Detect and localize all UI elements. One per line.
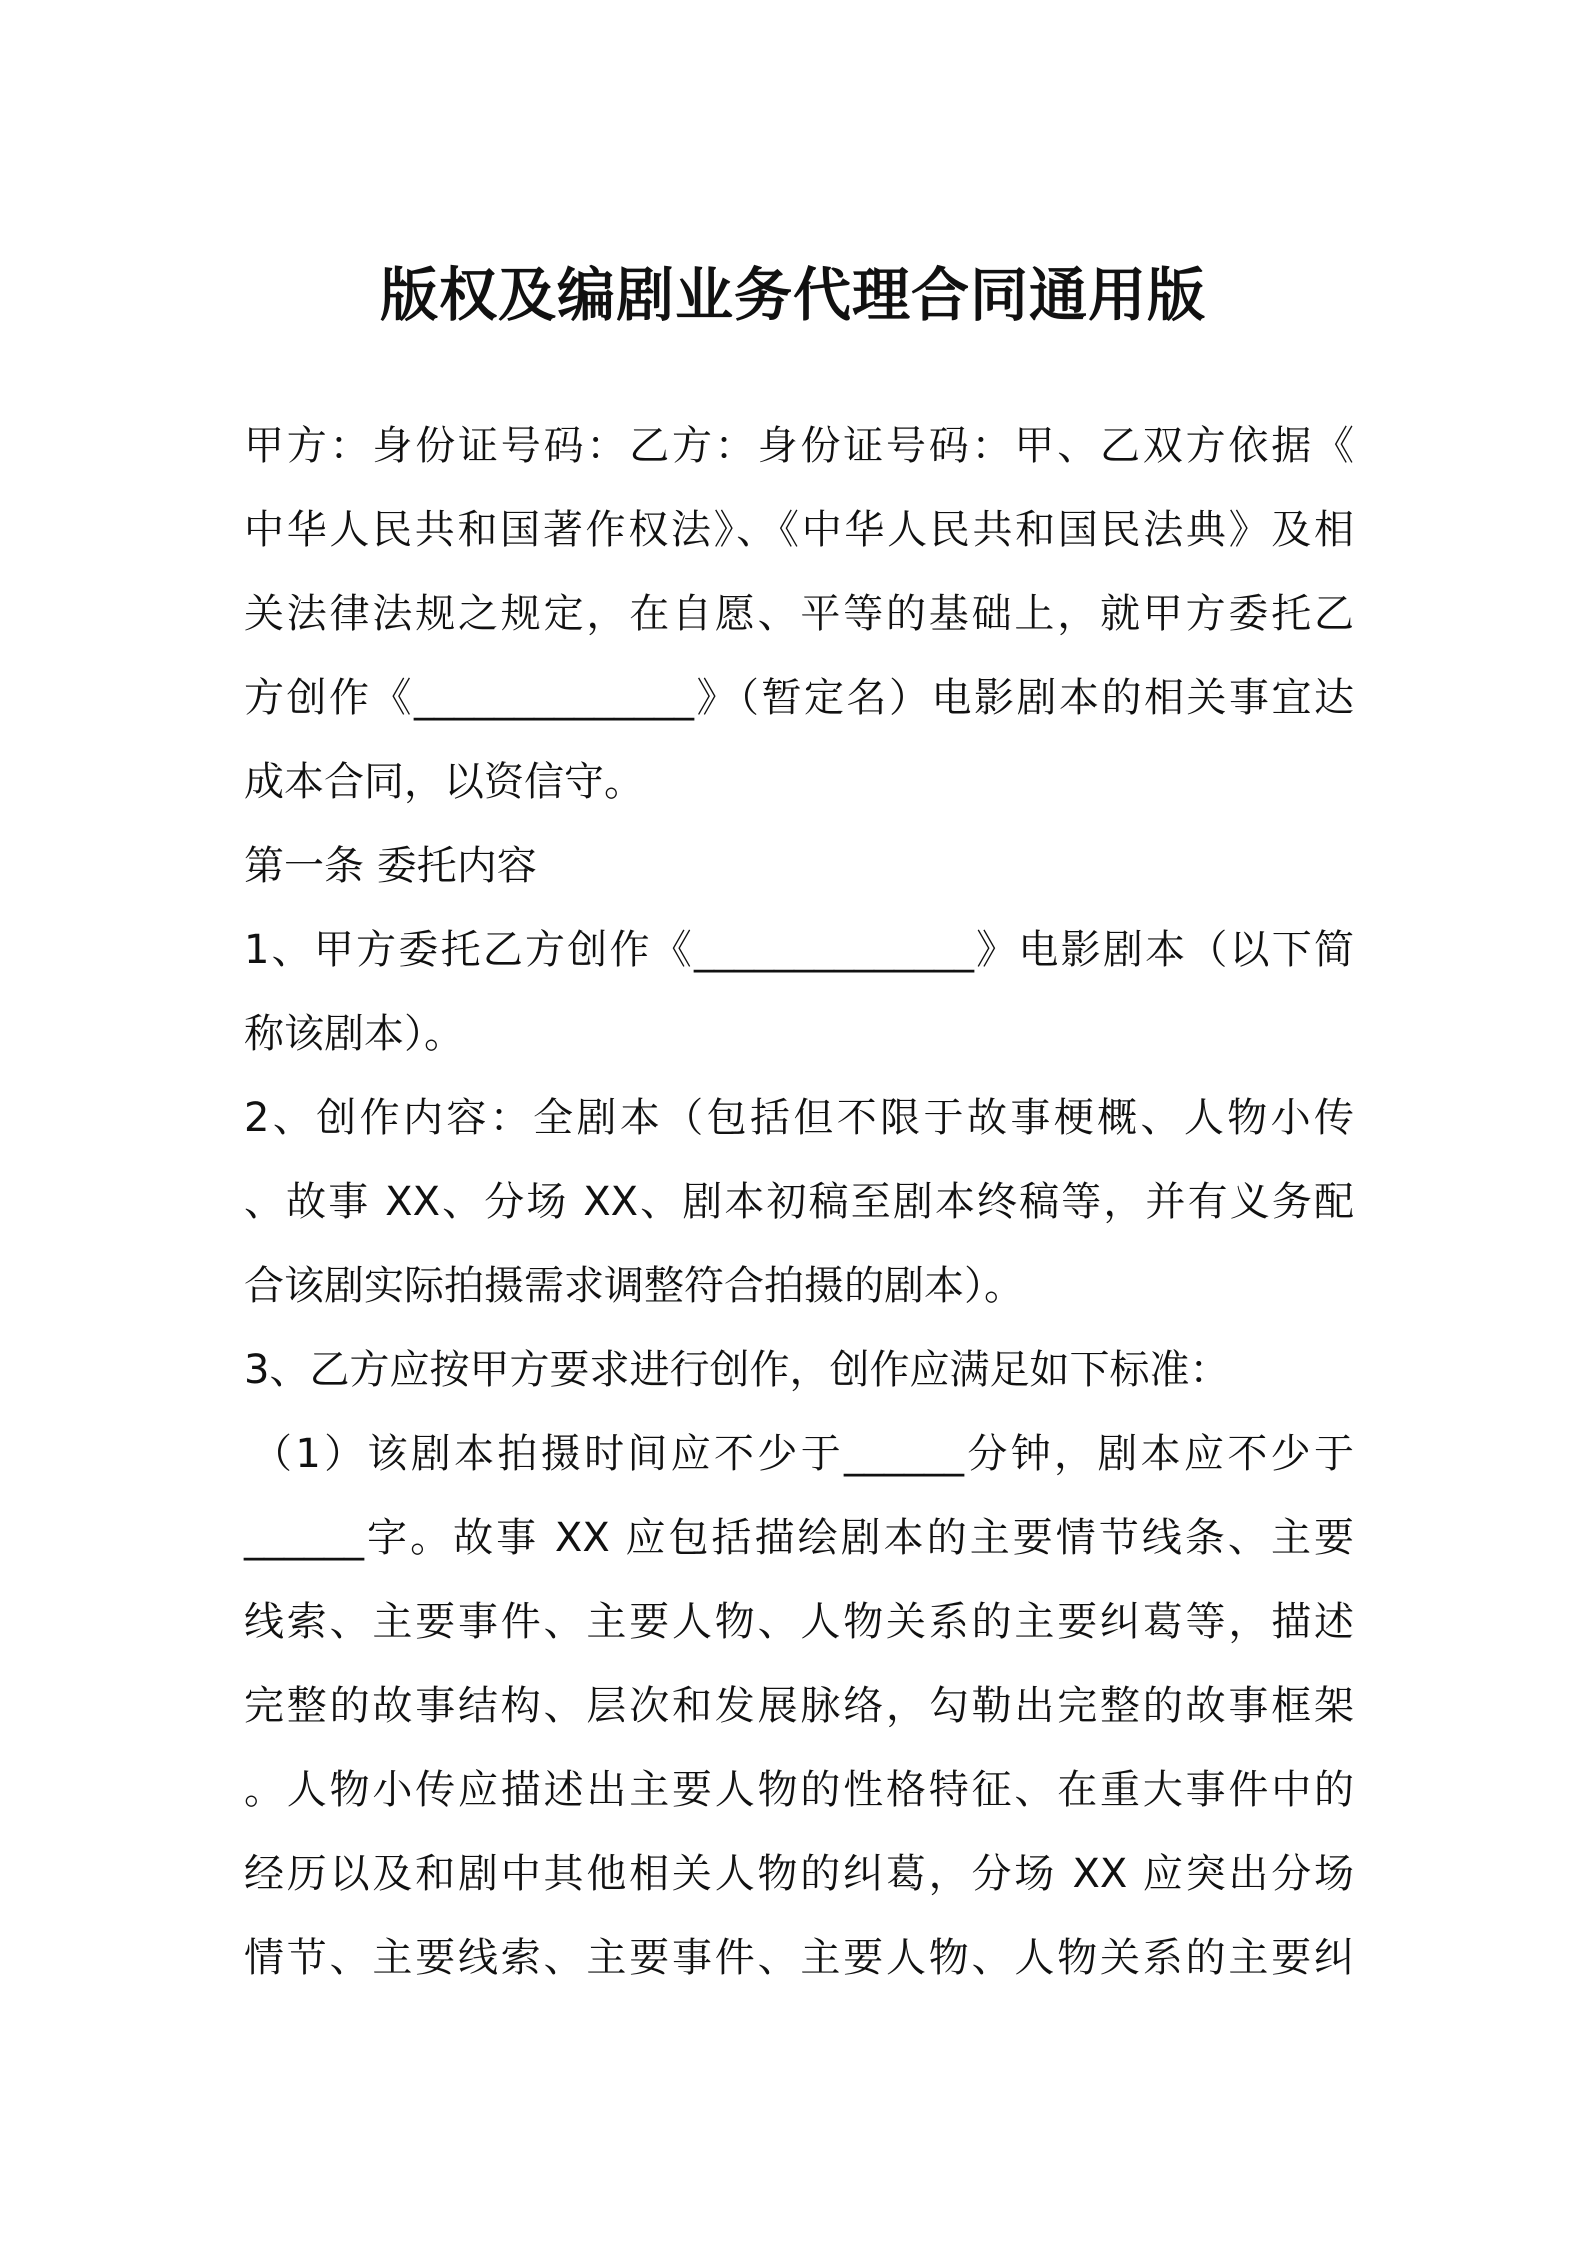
body-line: 合该剧实际拍摄需求调整符合拍摄的剧本）。 <box>244 1263 1024 1309</box>
document-title: 版权及编剧业务代理合同通用版 <box>379 261 1206 329</box>
body-line: 情节、主要线索、主要事件、主要人物、人物关系的主要纠 <box>244 1935 1354 1981</box>
body-line: （1）该剧本拍摄时间应不少于______分钟，剧本应不少于 <box>252 1431 1354 1477</box>
body-line: 。人物小传应描述出主要人物的性格特征、在重大事件中的 <box>244 1767 1354 1813</box>
body-line: 经历以及和剧中其他相关人物的纠葛，分场 XX 应突出分场 <box>244 1851 1354 1897</box>
body-line: 成本合同，以资信守。 <box>244 759 644 805</box>
body-line: 关法律法规之规定，在自愿、平等的基础上，就甲方委托乙 <box>244 591 1354 637</box>
document-body <box>244 404 1354 2000</box>
body-line: 线索、主要事件、主要人物、人物关系的主要纠葛等，描述 <box>244 1599 1354 1645</box>
body-line: 2、创作内容：全剧本（包括但不限于故事梗概、人物小传 <box>244 1095 1354 1141</box>
body-line: 、故事 XX、分场 XX、剧本初稿至剧本终稿等，并有义务配 <box>244 1179 1354 1225</box>
body-line: 完整的故事结构、层次和发展脉络，勾勒出完整的故事框架 <box>244 1683 1354 1729</box>
body-line: ______字。故事 XX 应包括描绘剧本的主要情节线条、主要 <box>244 1515 1354 1561</box>
body-line: 方创作《______________》（暂定名）电影剧本的相关事宜达 <box>244 675 1354 721</box>
section-heading: 第一条 委托内容 <box>244 843 537 889</box>
body-line: 1、甲方委托乙方创作《______________》电影剧本（以下简 <box>244 927 1354 973</box>
body-line: 甲方：身份证号码：乙方：身份证号码：甲、乙双方依据《 <box>244 423 1354 469</box>
body-line: 称该剧本）。 <box>244 1011 464 1057</box>
body-line: 中华人民共和国著作权法》、《中华人民共和国民法典》及相 <box>244 507 1354 553</box>
body-line: 3、乙方应按甲方要求进行创作，创作应满足如下标准： <box>244 1347 1230 1393</box>
